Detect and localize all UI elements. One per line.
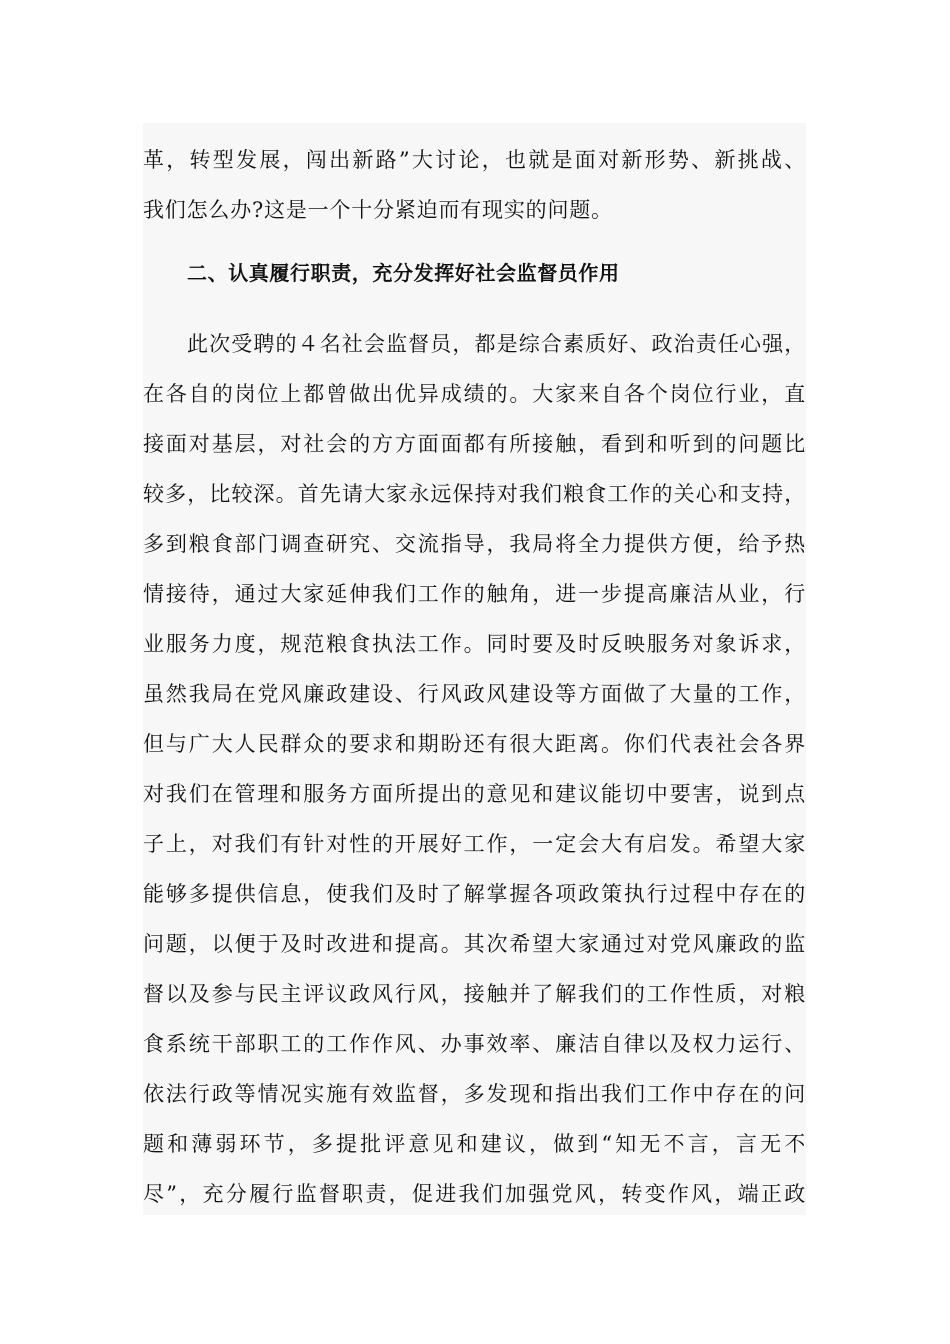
text-line-18: 食系统干部职工的工作作风、办事效率、廉洁自律以及权力运行、 bbox=[143, 1032, 806, 1056]
text-line-21: 尽”，充分履行监督职责，促进我们加强党风，转变作风，端正政 bbox=[143, 1182, 806, 1206]
text-line-7: 较多，比较深。首先请大家永远保持对我们粮食工作的关心和支持， bbox=[143, 482, 806, 506]
text-line-20: 题和薄弱环节，多提批评意见和建议，做到“知无不言，言无不 bbox=[143, 1132, 806, 1156]
text-line-2: 我们怎么办?这是一个十分紧迫而有现实的问题。 bbox=[143, 198, 613, 222]
text-line-13: 对我们在管理和服务方面所提出的意见和建议能切中要害，说到点 bbox=[143, 782, 806, 806]
text-line-12: 但与广大人民群众的要求和期盼还有很大距离。你们代表社会各界 bbox=[143, 732, 806, 756]
document-text-block bbox=[143, 123, 806, 1215]
text-line-1: 革，转型发展，闯出新路”大讨论，也就是面对新形势、新挑战、 bbox=[143, 148, 806, 172]
text-line-11: 虽然我局在党风廉政建设、行风政风建设等方面做了大量的工作， bbox=[143, 682, 806, 706]
text-line-14: 子上，对我们有针对性的开展好工作，一定会大有启发。希望大家 bbox=[143, 832, 806, 856]
text-line-10: 业服务力度，规范粮食执法工作。同时要及时反映服务对象诉求， bbox=[143, 632, 806, 656]
text-line-19: 依法行政等情况实施有效监督，多发现和指出我们工作中存在的问 bbox=[143, 1082, 806, 1106]
text-line-16: 问题，以便于及时改进和提高。其次希望大家通过对党风廉政的监 bbox=[143, 932, 806, 956]
text-line-17: 督以及参与民主评议政风行风，接触并了解我们的工作性质，对粮 bbox=[143, 982, 806, 1006]
text-line-6: 接面对基层，对社会的方方面面都有所接触，看到和听到的问题比 bbox=[143, 432, 806, 456]
text-line-15: 能够多提供信息，使我们及时了解掌握各项政策执行过程中存在的 bbox=[143, 882, 806, 906]
section-heading: 二、认真履行职责，充分发挥好社会监督员作用 bbox=[187, 261, 620, 285]
text-line-9: 情接待，通过大家延伸我们工作的触角，进一步提高廉洁从业，行 bbox=[143, 582, 806, 606]
text-line-5: 在各自的岗位上都曾做出优异成绩的。大家来自各个岗位行业，直 bbox=[143, 382, 806, 406]
text-line-4: 此次受聘的４名社会监督员，都是综合素质好、政治责任心强， bbox=[187, 332, 806, 356]
text-line-8: 多到粮食部门调查研究、交流指导，我局将全力提供方便，给予热 bbox=[143, 532, 806, 556]
